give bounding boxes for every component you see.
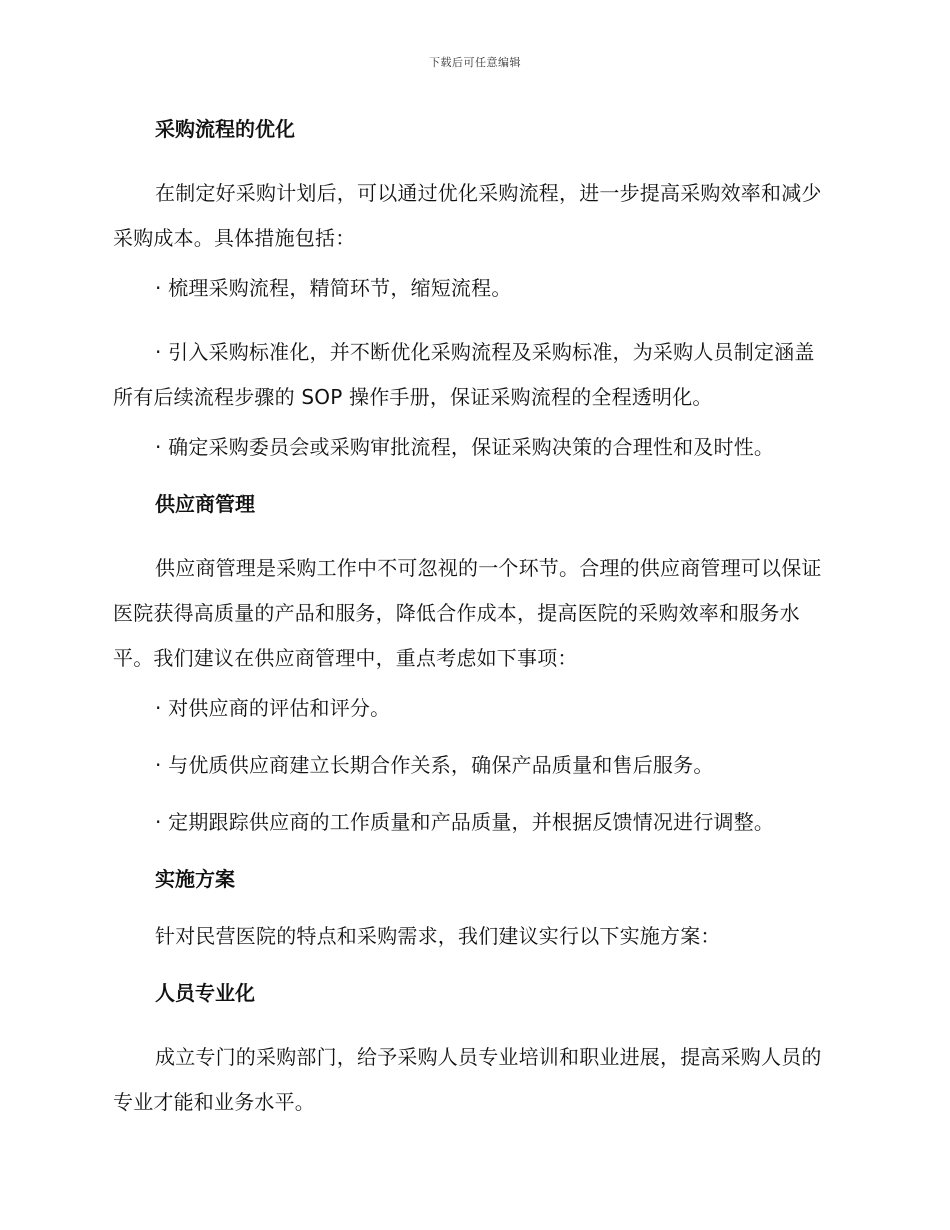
section-heading-staff-professionalization: 人员专业化	[155, 981, 255, 1005]
page-header: 下载后可任意编辑	[429, 56, 521, 69]
bullet-regular-tracking: · 定期跟踪供应商的工作质量和产品质量，并根据反馈情况进行调整。	[155, 810, 775, 834]
section-heading-supplier-management: 供应商管理	[155, 492, 255, 516]
bullet-streamline-process: · 梳理采购流程，精简环节，缩短流程。	[155, 276, 512, 300]
bullet-supplier-evaluation: · 对供应商的评估和评分。	[155, 696, 391, 720]
paragraph-staff-professionalization: 成立专门的采购部门，给予采购人员专业培训和职业进展，提高采购人员的专业才能和业务水平。	[113, 1045, 822, 1114]
document-body	[113, 114, 833, 1137]
bullet-standardization: · 引入采购标准化，并不断优化采购流程及采购标准，为采购人员制定涵盖所有后续流程步骤的 SOP 操作手册，保证采购流程的全程透明化。	[113, 340, 815, 409]
paragraph-supplier-intro: 供应商管理是采购工作中不可忽视的一个环节。合理的供应商管理可以保证医院获得高质量的产品和服务，降低合作成本，提高医院的采购效率和服务水平。我们建议在供应商管理中，重点考虑如下事项：	[113, 556, 822, 670]
section-heading-implementation-plan: 实施方案	[155, 867, 235, 891]
paragraph-implementation-intro: 针对民营医院的特点和采购需求，我们建议实行以下实施方案：	[155, 924, 721, 948]
section-heading-procurement-optimization: 采购流程的优化	[155, 117, 295, 141]
bullet-approval-committee: · 确定采购委员会或采购审批流程，保证采购决策的合理性和及时性。	[155, 435, 775, 459]
bullet-long-term-cooperation: · 与优质供应商建立长期合作关系，确保产品质量和售后服务。	[155, 753, 714, 777]
paragraph-optimization-intro: 在制定好采购计划后，可以通过优化采购流程，进一步提高采购效率和减少采购成本。具体措施包括：	[113, 181, 822, 250]
